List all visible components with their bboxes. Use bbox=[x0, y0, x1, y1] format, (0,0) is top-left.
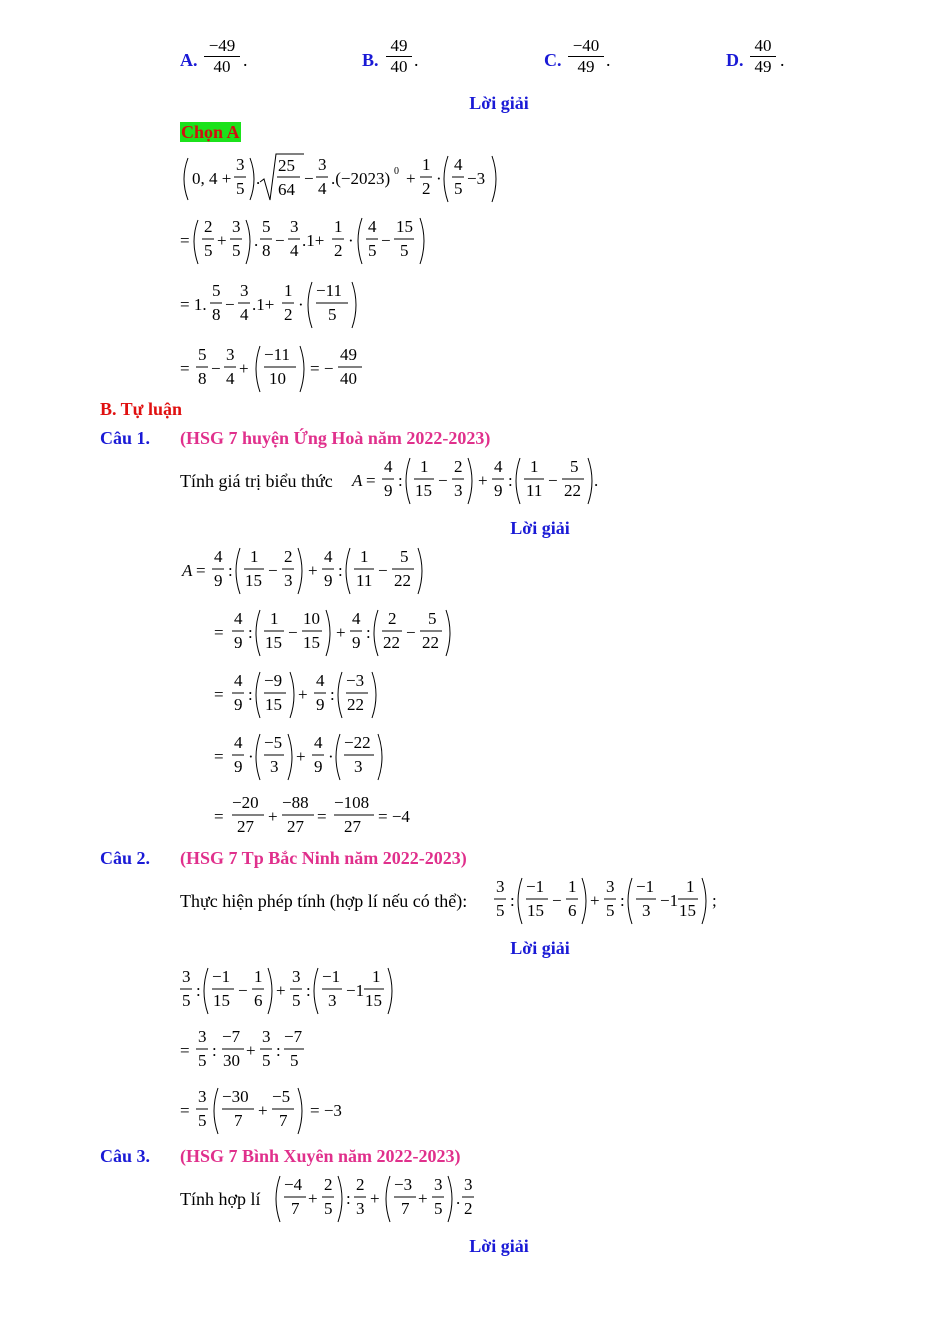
q2-line-3 bbox=[180, 1087, 342, 1134]
question-2-solution-heading: Lời giải bbox=[510, 938, 570, 958]
svg-text:.: . bbox=[594, 471, 599, 490]
mc-line-1 bbox=[184, 154, 496, 202]
svg-text:5: 5 bbox=[198, 1111, 207, 1130]
svg-text:4: 4 bbox=[214, 547, 223, 566]
svg-text:1: 1 bbox=[270, 609, 279, 628]
svg-text:−3: −3 bbox=[346, 671, 365, 690]
svg-text:−: − bbox=[548, 471, 558, 490]
svg-text:1: 1 bbox=[420, 457, 429, 476]
question-3-source: (HSG 7 Bình Xuyên năm 2022-2023) bbox=[180, 1146, 461, 1166]
svg-text:= −: = − bbox=[310, 359, 334, 378]
question-2-label: Câu 2. bbox=[100, 848, 151, 868]
choice-d-fraction bbox=[750, 36, 776, 77]
svg-text:−1: −1 bbox=[346, 981, 365, 1000]
svg-text:+: + bbox=[246, 1041, 256, 1060]
svg-text:22: 22 bbox=[383, 633, 400, 652]
svg-text:+: + bbox=[298, 685, 308, 704]
svg-text:3: 3 bbox=[240, 281, 249, 300]
svg-text:64: 64 bbox=[278, 180, 295, 199]
choice-b bbox=[362, 50, 379, 71]
svg-text:10: 10 bbox=[269, 369, 286, 388]
svg-text:9: 9 bbox=[314, 757, 323, 776]
svg-text:−1: −1 bbox=[636, 877, 655, 896]
svg-text:9: 9 bbox=[324, 571, 333, 590]
svg-text::: : bbox=[306, 981, 311, 1000]
svg-text:−1: −1 bbox=[660, 891, 679, 910]
svg-text:A: A bbox=[182, 561, 193, 580]
svg-text::: : bbox=[338, 561, 343, 580]
svg-text:3: 3 bbox=[356, 1199, 365, 1218]
svg-text:9: 9 bbox=[234, 757, 243, 776]
svg-text:=: = bbox=[214, 685, 224, 704]
svg-text:+: + bbox=[336, 623, 346, 642]
svg-text:−1: −1 bbox=[322, 967, 341, 986]
svg-text:+: + bbox=[478, 471, 488, 490]
svg-text:30: 30 bbox=[223, 1051, 240, 1070]
svg-text:3: 3 bbox=[198, 1087, 207, 1106]
svg-text:=: = bbox=[180, 359, 190, 378]
svg-text:9: 9 bbox=[384, 481, 393, 500]
svg-text:2: 2 bbox=[324, 1175, 333, 1194]
svg-text:25: 25 bbox=[278, 156, 295, 175]
svg-text:1: 1 bbox=[530, 457, 539, 476]
svg-text:.1+: .1+ bbox=[302, 231, 325, 250]
svg-text:=: = bbox=[180, 1041, 190, 1060]
svg-text:7: 7 bbox=[279, 1111, 288, 1130]
svg-text:−: − bbox=[238, 981, 248, 1000]
svg-text:1: 1 bbox=[360, 547, 369, 566]
svg-text:+: + bbox=[418, 1189, 428, 1208]
answer-choices bbox=[0, 34, 930, 88]
svg-text:3: 3 bbox=[232, 217, 241, 236]
choice-b-fraction bbox=[386, 36, 412, 77]
question-1-label: Câu 1. bbox=[100, 428, 151, 448]
svg-text:5: 5 bbox=[368, 241, 377, 260]
svg-text:=: = bbox=[196, 561, 206, 580]
svg-text:+: + bbox=[258, 1101, 268, 1120]
svg-text:1: 1 bbox=[422, 155, 431, 174]
svg-text:+: + bbox=[239, 359, 249, 378]
answer-badge-text: Chọn A bbox=[181, 122, 240, 142]
svg-text:·: · bbox=[298, 295, 304, 314]
svg-text:−5: −5 bbox=[272, 1087, 291, 1106]
numerator: −49 bbox=[208, 36, 236, 55]
svg-text:7: 7 bbox=[234, 1111, 243, 1130]
period: . bbox=[780, 50, 785, 70]
svg-text:=: = bbox=[214, 623, 224, 642]
svg-text:2: 2 bbox=[454, 457, 463, 476]
q2-line-1 bbox=[180, 967, 392, 1014]
svg-text:A: A bbox=[352, 471, 363, 490]
svg-text:10: 10 bbox=[303, 609, 320, 628]
svg-text:.(−2023): .(−2023) bbox=[331, 169, 391, 188]
svg-text:4: 4 bbox=[290, 241, 299, 260]
question-3-label: Câu 3. bbox=[100, 1146, 151, 1166]
svg-text:6: 6 bbox=[568, 901, 577, 920]
solution-heading: Lời giải bbox=[469, 93, 529, 113]
question-1-prompt: Tính giá trị biểu thức bbox=[180, 471, 333, 491]
svg-text:−: − bbox=[225, 295, 235, 314]
svg-text:−7: −7 bbox=[222, 1027, 241, 1046]
svg-text::: : bbox=[212, 1041, 217, 1060]
svg-text::: : bbox=[510, 891, 515, 910]
svg-text:9: 9 bbox=[352, 633, 361, 652]
svg-text:−1: −1 bbox=[212, 967, 231, 986]
svg-text:15: 15 bbox=[265, 695, 282, 714]
svg-text:3: 3 bbox=[292, 967, 301, 986]
svg-text::: : bbox=[248, 623, 253, 642]
svg-text:3: 3 bbox=[262, 1027, 271, 1046]
svg-text:49: 49 bbox=[340, 345, 357, 364]
choice-d bbox=[726, 50, 744, 71]
svg-text:=: = bbox=[180, 1101, 190, 1120]
svg-text:−9: −9 bbox=[264, 671, 283, 690]
svg-text:=: = bbox=[214, 747, 224, 766]
question-1-expression bbox=[346, 452, 616, 512]
svg-text:=: = bbox=[214, 807, 224, 826]
svg-text:4: 4 bbox=[240, 305, 249, 324]
svg-text:2: 2 bbox=[334, 241, 343, 260]
svg-text:2: 2 bbox=[388, 609, 397, 628]
svg-text:9: 9 bbox=[494, 481, 503, 500]
svg-text:·: · bbox=[248, 747, 254, 766]
svg-text:−: − bbox=[438, 471, 448, 490]
svg-text:5: 5 bbox=[328, 305, 337, 324]
svg-text:5: 5 bbox=[292, 991, 301, 1010]
svg-text:9: 9 bbox=[214, 571, 223, 590]
svg-text:3: 3 bbox=[226, 345, 235, 364]
choice-letter: C. bbox=[544, 50, 562, 70]
svg-text:2: 2 bbox=[464, 1199, 473, 1218]
svg-text:4: 4 bbox=[226, 369, 235, 388]
svg-text:.: . bbox=[456, 1189, 461, 1208]
svg-text:3: 3 bbox=[328, 991, 337, 1010]
svg-text:5: 5 bbox=[182, 991, 191, 1010]
svg-text:−4: −4 bbox=[284, 1175, 303, 1194]
svg-text:22: 22 bbox=[564, 481, 581, 500]
svg-text::: : bbox=[248, 685, 253, 704]
svg-text:1: 1 bbox=[284, 281, 293, 300]
svg-text:9: 9 bbox=[234, 695, 243, 714]
svg-text:15: 15 bbox=[679, 901, 696, 920]
svg-text:+: + bbox=[276, 981, 286, 1000]
svg-text:3: 3 bbox=[198, 1027, 207, 1046]
svg-text:3: 3 bbox=[434, 1175, 443, 1194]
svg-text:−: − bbox=[275, 231, 285, 250]
svg-text:15: 15 bbox=[303, 633, 320, 652]
svg-text:5: 5 bbox=[496, 901, 505, 920]
mc-line-3 bbox=[180, 281, 356, 328]
svg-text:4: 4 bbox=[318, 179, 327, 198]
svg-text:40: 40 bbox=[340, 369, 357, 388]
svg-text:1: 1 bbox=[250, 547, 259, 566]
svg-text:4: 4 bbox=[384, 457, 393, 476]
numerator: 49 bbox=[390, 36, 408, 55]
svg-text:=: = bbox=[366, 471, 376, 490]
svg-text:−22: −22 bbox=[344, 733, 371, 752]
svg-text:4: 4 bbox=[324, 547, 333, 566]
svg-text:= −3: = −3 bbox=[310, 1101, 342, 1120]
svg-text:−5: −5 bbox=[264, 733, 283, 752]
svg-text::: : bbox=[330, 685, 335, 704]
question-2-expression bbox=[490, 872, 730, 932]
svg-text:−: − bbox=[381, 231, 391, 250]
svg-text::: : bbox=[276, 1041, 281, 1060]
svg-text:= 1.: = 1. bbox=[180, 295, 207, 314]
svg-text:5: 5 bbox=[400, 547, 409, 566]
svg-text:+: + bbox=[308, 1189, 318, 1208]
svg-text:15: 15 bbox=[396, 217, 413, 236]
svg-text:15: 15 bbox=[265, 633, 282, 652]
svg-text:3: 3 bbox=[284, 571, 293, 590]
svg-text:−3: −3 bbox=[467, 169, 486, 188]
svg-text:·: · bbox=[328, 747, 334, 766]
svg-text:−: − bbox=[378, 561, 388, 580]
svg-text:11: 11 bbox=[526, 481, 543, 500]
svg-text:.: . bbox=[254, 231, 259, 250]
svg-text:1: 1 bbox=[686, 877, 695, 896]
svg-text:15: 15 bbox=[527, 901, 544, 920]
svg-text:−: − bbox=[288, 623, 298, 642]
q1-line-2 bbox=[214, 609, 450, 656]
svg-text:3: 3 bbox=[270, 757, 279, 776]
svg-text:−20: −20 bbox=[232, 793, 259, 812]
choice-letter: D. bbox=[726, 50, 744, 70]
svg-text:4: 4 bbox=[314, 733, 323, 752]
numerator: 40 bbox=[754, 36, 772, 55]
svg-text:2: 2 bbox=[356, 1175, 365, 1194]
svg-text:5: 5 bbox=[290, 1051, 299, 1070]
svg-text:5: 5 bbox=[606, 901, 615, 920]
svg-text::: : bbox=[346, 1189, 351, 1208]
question-3-prompt: Tính hợp lí bbox=[180, 1189, 261, 1209]
svg-text:5: 5 bbox=[400, 241, 409, 260]
numerator: −40 bbox=[572, 36, 600, 55]
svg-text:+: + bbox=[370, 1189, 380, 1208]
svg-text::: : bbox=[196, 981, 201, 1000]
svg-text:3: 3 bbox=[236, 155, 245, 174]
svg-text:7: 7 bbox=[401, 1199, 410, 1218]
svg-text:5: 5 bbox=[198, 1051, 207, 1070]
svg-text:3: 3 bbox=[290, 217, 299, 236]
svg-text:−: − bbox=[268, 561, 278, 580]
mc-line-4 bbox=[170, 340, 390, 396]
svg-text:5: 5 bbox=[454, 179, 463, 198]
svg-text:3: 3 bbox=[606, 877, 615, 896]
svg-text:·: · bbox=[348, 231, 354, 250]
svg-text:2: 2 bbox=[284, 547, 293, 566]
svg-text:+: + bbox=[217, 231, 227, 250]
svg-text:= −4: = −4 bbox=[378, 807, 410, 826]
svg-text:5: 5 bbox=[570, 457, 579, 476]
svg-text:11: 11 bbox=[356, 571, 373, 590]
svg-text:+: + bbox=[590, 891, 600, 910]
denominator: 40 bbox=[204, 56, 240, 77]
svg-text:22: 22 bbox=[394, 571, 411, 590]
svg-text::: : bbox=[398, 471, 403, 490]
svg-text:15: 15 bbox=[213, 991, 230, 1010]
svg-text:+: + bbox=[268, 807, 278, 826]
svg-text:−11: −11 bbox=[264, 345, 290, 364]
svg-text:4: 4 bbox=[316, 671, 325, 690]
choice-letter: A. bbox=[180, 50, 198, 70]
svg-text:3: 3 bbox=[464, 1175, 473, 1194]
svg-text:0, 4 +: 0, 4 + bbox=[192, 169, 232, 188]
q1-line-5 bbox=[176, 788, 436, 844]
svg-text:−: − bbox=[552, 891, 562, 910]
question-2-solution-steps bbox=[176, 962, 436, 1142]
svg-text:3: 3 bbox=[454, 481, 463, 500]
q1-line-4 bbox=[214, 733, 382, 780]
svg-text:1: 1 bbox=[568, 877, 577, 896]
svg-text:1: 1 bbox=[254, 967, 263, 986]
svg-text:=: = bbox=[180, 231, 190, 250]
q1-line-1 bbox=[181, 547, 422, 594]
svg-text:−: − bbox=[406, 623, 416, 642]
svg-text:2: 2 bbox=[284, 305, 293, 324]
svg-text:4: 4 bbox=[234, 671, 243, 690]
svg-text:.: . bbox=[256, 169, 261, 188]
question-2-source: (HSG 7 Tp Bắc Ninh năm 2022-2023) bbox=[180, 848, 467, 868]
svg-text::: : bbox=[366, 623, 371, 642]
svg-text:7: 7 bbox=[291, 1199, 300, 1218]
svg-text:5: 5 bbox=[232, 241, 241, 260]
svg-text:−7: −7 bbox=[284, 1027, 303, 1046]
question-2-prompt: Thực hiện phép tính (hợp lí nếu có thể): bbox=[180, 891, 468, 911]
svg-text:3: 3 bbox=[496, 877, 505, 896]
svg-text:3: 3 bbox=[182, 967, 191, 986]
choice-letter: B. bbox=[362, 50, 379, 70]
svg-text:1: 1 bbox=[334, 217, 343, 236]
q1-line-3 bbox=[214, 671, 376, 718]
svg-text:4: 4 bbox=[352, 609, 361, 628]
svg-text:27: 27 bbox=[287, 817, 304, 836]
svg-text:5: 5 bbox=[262, 217, 271, 236]
svg-text:−1: −1 bbox=[526, 877, 545, 896]
svg-text:5: 5 bbox=[434, 1199, 443, 1218]
svg-text:5: 5 bbox=[198, 345, 207, 364]
svg-text:2: 2 bbox=[422, 179, 431, 198]
question-1-solution-heading: Lời giải bbox=[510, 518, 570, 538]
svg-text::: : bbox=[620, 891, 625, 910]
question-3-expression bbox=[266, 1170, 496, 1230]
svg-text:5: 5 bbox=[236, 179, 245, 198]
svg-text:3: 3 bbox=[354, 757, 363, 776]
svg-text:9: 9 bbox=[234, 633, 243, 652]
denominator: 40 bbox=[386, 56, 412, 77]
svg-text:15: 15 bbox=[415, 481, 432, 500]
svg-text:4: 4 bbox=[494, 457, 503, 476]
svg-text:+: + bbox=[296, 747, 306, 766]
svg-text:1: 1 bbox=[372, 967, 381, 986]
svg-text:2: 2 bbox=[204, 217, 213, 236]
period: . bbox=[606, 50, 611, 70]
denominator: 49 bbox=[750, 56, 776, 77]
question-3-solution-heading: Lời giải bbox=[469, 1236, 529, 1256]
svg-text::: : bbox=[228, 561, 233, 580]
svg-text:22: 22 bbox=[422, 633, 439, 652]
svg-text:4: 4 bbox=[454, 155, 463, 174]
svg-text:27: 27 bbox=[344, 817, 361, 836]
svg-text:−88: −88 bbox=[282, 793, 309, 812]
svg-text:5: 5 bbox=[428, 609, 437, 628]
svg-text:;: ; bbox=[712, 891, 717, 910]
svg-text:−30: −30 bbox=[222, 1087, 249, 1106]
svg-text:15: 15 bbox=[365, 991, 382, 1010]
svg-text:−11: −11 bbox=[316, 281, 342, 300]
svg-text:22: 22 bbox=[347, 695, 364, 714]
svg-text:0: 0 bbox=[394, 166, 399, 177]
svg-text:−: − bbox=[211, 359, 221, 378]
svg-text:4: 4 bbox=[234, 609, 243, 628]
svg-text:−: − bbox=[304, 169, 314, 188]
svg-text:15: 15 bbox=[245, 571, 262, 590]
svg-text:−3: −3 bbox=[394, 1175, 413, 1194]
answer-badge bbox=[180, 122, 241, 143]
svg-text:−108: −108 bbox=[334, 793, 370, 812]
svg-text:5: 5 bbox=[324, 1199, 333, 1218]
svg-text:8: 8 bbox=[198, 369, 207, 388]
svg-text:4: 4 bbox=[234, 733, 243, 752]
denominator: 49 bbox=[568, 56, 604, 77]
svg-text:8: 8 bbox=[262, 241, 271, 260]
choice-c bbox=[544, 50, 562, 71]
svg-text:=: = bbox=[317, 807, 327, 826]
svg-text:·: · bbox=[436, 169, 442, 188]
svg-text:3: 3 bbox=[642, 901, 651, 920]
choice-c-fraction bbox=[568, 36, 604, 77]
section-title: B. Tự luận bbox=[100, 399, 183, 419]
svg-text:5: 5 bbox=[204, 241, 213, 260]
svg-text::: : bbox=[508, 471, 513, 490]
q2-line-2 bbox=[180, 1027, 304, 1070]
svg-text:4: 4 bbox=[368, 217, 377, 236]
svg-text:5: 5 bbox=[212, 281, 221, 300]
mc-line-2 bbox=[180, 217, 424, 264]
svg-text:6: 6 bbox=[254, 991, 263, 1010]
svg-text:5: 5 bbox=[262, 1051, 271, 1070]
svg-text:3: 3 bbox=[318, 155, 327, 174]
period: . bbox=[243, 50, 248, 70]
question-1-source: (HSG 7 huyện Ứng Hoà năm 2022-2023) bbox=[180, 428, 491, 448]
choice-a bbox=[180, 50, 198, 71]
choice-a-fraction bbox=[204, 36, 240, 77]
svg-text:8: 8 bbox=[212, 305, 221, 324]
period: . bbox=[414, 50, 419, 70]
svg-text:27: 27 bbox=[237, 817, 254, 836]
svg-text:+: + bbox=[406, 169, 416, 188]
svg-text:.1+: .1+ bbox=[252, 295, 275, 314]
svg-text:+: + bbox=[308, 561, 318, 580]
svg-text:9: 9 bbox=[316, 695, 325, 714]
